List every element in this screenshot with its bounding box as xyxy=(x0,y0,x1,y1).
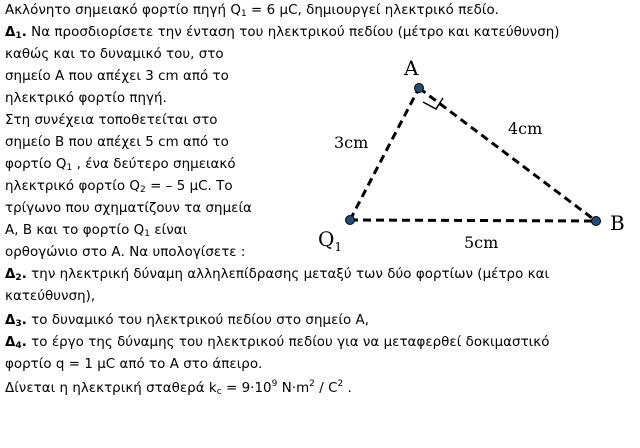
setup-line1: Στη συνέχεια τοποθετείται στο xyxy=(5,113,218,128)
vertex-b-label: B xyxy=(610,211,625,235)
d3-line1 xyxy=(5,312,369,329)
side-ab-label: 4cm xyxy=(508,119,543,138)
setup-line2: σημείο Β που απέχει 5 cm από το xyxy=(5,135,229,150)
d4-line1 xyxy=(5,334,549,351)
d3-label: $\Delta_3$. xyxy=(5,313,27,329)
d2-label: $\Delta_2$. xyxy=(5,267,27,283)
d1-line1 xyxy=(5,24,560,41)
d1-line2: καθώς και το δυναμικό του, στο xyxy=(5,47,224,62)
side-a-b xyxy=(419,88,596,221)
d4-text: το έργο της δύναμης του ηλεκτρικού πεδίου για να μεταφερθεί δοκιμαστικό xyxy=(26,335,550,350)
d4-line2: φορτίο q = 1 μC από το Α στο άπειρο. xyxy=(5,357,263,372)
setup-line7: ορθογώνιο στο Α. Να υπολογίσετε : xyxy=(5,245,246,260)
d4-label: $\Delta_4$. xyxy=(5,335,27,351)
d2-text: την ηλεκτρική δύναμη αλληλεπίδρασης μεταξύ των δύο φορτίων (μέτρο και xyxy=(26,267,550,282)
d3-text: το δυναμικό του ηλεκτρικού πεδίου στο σημείο Α, xyxy=(26,313,370,328)
setup-line5: τρίγωνο που σχηματίζουν τα σημεία xyxy=(5,201,252,216)
d1-line3: σημείο Α που απέχει 3 cm από το xyxy=(5,69,229,84)
setup-line4: ηλεκτρικό φορτίο $Q_2$ = – 5 μC. Το xyxy=(5,179,233,195)
side-qb-label: 5cm xyxy=(464,233,499,252)
d1-line4: ηλεκτρικό φορτίο πηγή. xyxy=(5,91,167,106)
d2-line2: κατεύθυνση), xyxy=(5,289,96,304)
intro-text-end: = 6 μC, δημιουργεί ηλεκτρικό πεδίο. xyxy=(246,3,499,18)
setup-line6: Α, Β και το φορτίο $Q_1$ είναι xyxy=(5,223,188,239)
setup-line3: φορτίο $Q_1$ , ένα δεύτερο σημειακό xyxy=(5,157,236,173)
intro-text: Ακλόνητο σημειακό φορτίο πηγή Q xyxy=(5,3,241,18)
given-line: Δίνεται η ηλεκτρική σταθερά $k_c = 9\cdot 10^9$ $N\cdot m^2 / C^2$ . xyxy=(5,379,352,397)
triangle-diagram xyxy=(312,48,640,264)
d2-line1 xyxy=(5,266,549,283)
vertex-a-label: A xyxy=(404,56,419,80)
d1-label: $\Delta_1$. xyxy=(5,25,27,41)
side-q-b xyxy=(350,220,596,221)
point-q1 xyxy=(346,216,355,225)
intro-sub: 1 xyxy=(240,9,247,19)
side-qa-label: 3cm xyxy=(334,133,369,152)
d1-text: Να προσδιορίσετε την ένταση του ηλεκτρικού πεδίου (μέτρο και κατεύθυνση) xyxy=(26,25,560,40)
point-b xyxy=(592,217,601,226)
side-q-a xyxy=(350,88,419,220)
intro-line xyxy=(5,2,499,19)
vertex-q-label: $Q_1$ xyxy=(318,227,343,254)
point-a xyxy=(415,84,424,93)
